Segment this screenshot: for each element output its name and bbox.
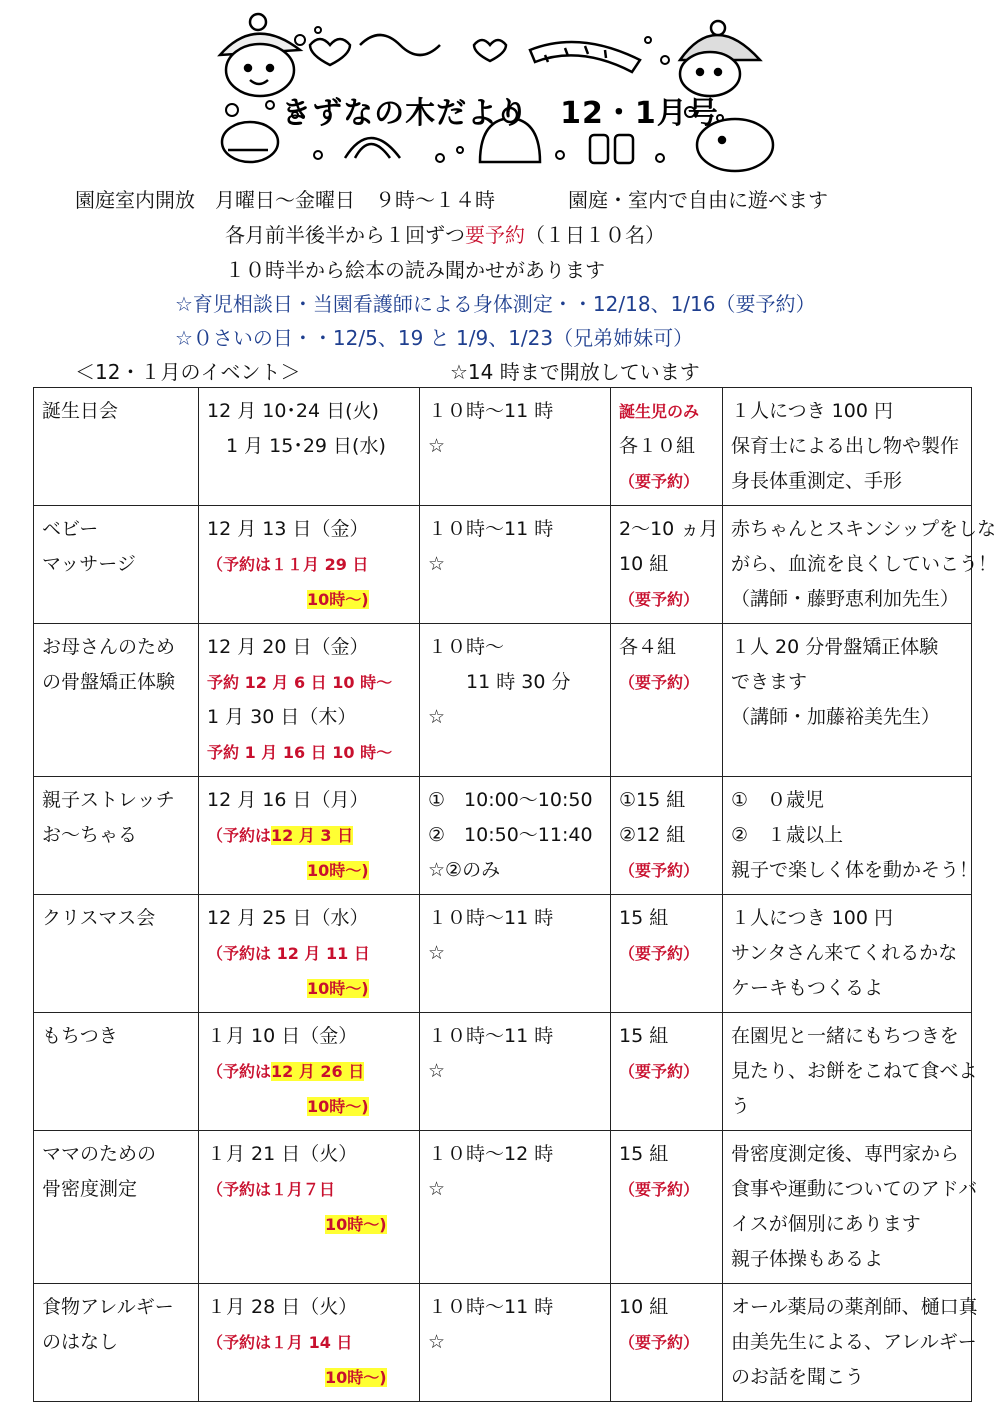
event-note-cell: [723, 1013, 978, 1131]
event-capacity: （要予約）: [619, 673, 700, 692]
event-date-text: （予約は: [207, 826, 272, 845]
event-time: １０時～12 時: [428, 1143, 554, 1165]
event-date-cell: [199, 388, 420, 506]
hearts-icon: [310, 35, 506, 65]
consultation-line: ☆育児相談日・当園看護師による身体測定・・12/18、1/16（要予約）: [175, 292, 816, 316]
event-date: [207, 1054, 411, 1089]
event-date: [207, 512, 411, 547]
event-name-cell: [34, 777, 199, 895]
event-date-cell: [199, 1131, 420, 1284]
event-capacity: ①15 組: [619, 789, 686, 811]
event-note: ① ０歳児: [731, 789, 825, 811]
event-date: [207, 936, 411, 971]
event-note: オール薬局の薬剤師、樋口真: [731, 1296, 978, 1318]
event-note: 保育士による出し物や製作: [731, 435, 960, 457]
event-name-cell: [34, 506, 199, 624]
event-date: [207, 547, 411, 582]
event-capacity-cell: [611, 1131, 723, 1284]
event-time: ② 10:50～11:40: [428, 824, 593, 846]
event-capacity: 誕生児のみ: [619, 402, 700, 421]
event-time: １０時～11 時: [428, 1296, 554, 1318]
event-note: （講師・藤野恵利加先生）: [731, 588, 960, 610]
event-note: １人につき 100 円: [731, 400, 893, 422]
event-name: 誕生日会: [42, 400, 119, 422]
event-capacity: （要予約）: [619, 1180, 700, 1199]
kid-left-icon: [220, 14, 300, 96]
event-time: ☆: [428, 1331, 446, 1353]
event-date: [207, 630, 411, 665]
event-date-text: 12 月 16 日（月）: [207, 789, 369, 811]
event-date: [207, 1207, 411, 1242]
event-date: [207, 971, 411, 1006]
event-name-cell: [34, 624, 199, 777]
event-name-cell: [34, 1131, 199, 1284]
event-capacity-cell: [611, 1013, 723, 1131]
event-date-text: 1 月 30 日（木）: [207, 706, 357, 728]
event-capacity: 10 組: [619, 553, 669, 575]
event-note: サンタさん来てくれるかな: [731, 942, 958, 964]
free-play-note: 園庭・室内で自由に遊べます: [568, 188, 828, 212]
event-note-cell: [723, 506, 998, 624]
event-capacity-cell: [611, 777, 723, 895]
event-date: [207, 429, 411, 464]
event-note-cell: [723, 388, 972, 506]
event-name: 骨密度測定: [42, 1178, 138, 1200]
event-note: がら、血流を良くしていこう！: [731, 553, 998, 575]
open-until-note: ☆14 時まで開放しています: [450, 360, 700, 384]
event-time: １０時～: [428, 636, 505, 658]
event-date-text: 予約 12 月 6 日 10 時～: [207, 673, 393, 692]
event-date-text: 10時～): [307, 979, 369, 998]
event-capacity-cell: [611, 388, 723, 506]
events-table: [33, 387, 998, 1402]
event-name: お～ちゃる: [42, 824, 138, 846]
events-heading: ＜12・１月のイベント＞: [75, 360, 301, 384]
event-capacity: 15 組: [619, 1143, 669, 1165]
table-row: [34, 388, 972, 506]
event-capacity-cell: [611, 506, 723, 624]
event-time-cell: [420, 777, 611, 895]
event-note: できます: [731, 671, 808, 693]
event-time-cell: [420, 1013, 611, 1131]
table-row: [34, 624, 972, 777]
event-date-text: 1 月 15･29 日(水): [207, 435, 386, 457]
table-row: [34, 1131, 972, 1284]
newsletter-title: きずなの木だより 12・1月号: [281, 96, 719, 131]
event-note: う: [731, 1095, 751, 1117]
event-date-text: 12 月 20 日（金）: [207, 636, 369, 658]
event-note-cell: [723, 1131, 978, 1284]
event-date-text: 12 月 13 日（金）: [207, 518, 369, 540]
event-capacity-cell: [611, 895, 723, 1013]
event-date-cell: [199, 777, 420, 895]
event-date-text: １月 10 日（金）: [207, 1025, 358, 1047]
event-time: １０時～11 時: [428, 1025, 554, 1047]
event-date-text: （予約は１月７日: [207, 1180, 336, 1199]
event-name: マッサージ: [42, 553, 136, 575]
event-capacity-cell: [611, 624, 723, 777]
event-date: [207, 853, 411, 888]
event-time: ☆: [428, 706, 446, 728]
event-date-text: 10時～): [325, 1215, 387, 1234]
event-time: ☆②のみ: [428, 859, 501, 881]
table-row: [34, 777, 972, 895]
event-date: [207, 1089, 411, 1124]
event-note-cell: [723, 1284, 978, 1402]
event-note: （講師・加藤裕美先生）: [731, 706, 941, 728]
event-capacity: 各４組: [619, 636, 677, 658]
event-date: [207, 1137, 411, 1172]
event-capacity: （要予約）: [619, 472, 700, 491]
event-time: １０時～11 時: [428, 907, 554, 929]
event-name: もちつき: [42, 1025, 118, 1047]
event-date: [207, 1172, 411, 1207]
event-name: ベビー: [42, 518, 99, 540]
event-date-cell: [199, 506, 420, 624]
event-date: [207, 665, 411, 700]
event-date: [207, 1325, 411, 1360]
events-table-body: [34, 388, 998, 1402]
event-date-text: 10時～): [307, 1097, 369, 1116]
event-capacity: （要予約）: [619, 1333, 700, 1352]
storytime-line: １０時半から絵本の読み聞かせがあります: [225, 258, 605, 282]
event-name: クリスマス会: [42, 907, 156, 929]
event-note: 由美先生による、アレルギー: [731, 1331, 977, 1353]
event-time-cell: [420, 895, 611, 1013]
event-note: 在園児と一緒にもちつきを: [731, 1025, 959, 1047]
event-name-cell: [34, 1284, 199, 1402]
event-note: ② １歳以上: [731, 824, 844, 846]
event-note-cell: [723, 624, 972, 777]
event-capacity: 2～10 ヵ月: [619, 518, 719, 540]
event-note: ケーキもつくるよ: [731, 977, 884, 999]
highlighted-date: 12 月 3 日: [271, 826, 354, 845]
event-note-cell: [723, 895, 972, 1013]
event-time-cell: [420, 506, 611, 624]
reservation-text: 各月前半後半から１回ずつ: [225, 223, 465, 247]
event-note: 親子体操もあるよ: [731, 1248, 884, 1270]
event-date: [207, 783, 411, 818]
event-date-cell: [199, 895, 420, 1013]
event-name: ママのための: [42, 1143, 157, 1165]
event-time: ☆: [428, 1060, 446, 1082]
event-note-cell: [723, 777, 979, 895]
event-time-cell: [420, 624, 611, 777]
event-date-text: １月 28 日（火）: [207, 1296, 358, 1318]
event-note: イスが個別にあります: [731, 1213, 921, 1235]
event-capacity: 15 組: [619, 907, 669, 929]
kid-right-icon: [680, 21, 760, 96]
event-note: 赤ちゃんとスキンシップをしな: [731, 518, 996, 540]
zero-day-line: ☆０さいの日・・12/5、19 と 1/9、1/23（兄弟姉妹可）: [175, 326, 694, 350]
event-name: 親子ストレッチ: [42, 789, 175, 811]
event-capacity: 15 組: [619, 1025, 669, 1047]
event-time: １０時～11 時: [428, 518, 554, 540]
event-time-cell: [420, 1284, 611, 1402]
event-time: １０時～11 時: [428, 400, 554, 422]
event-date-text: （予約は: [207, 1062, 272, 1081]
event-date-text: 12 月 10･24 日(火): [207, 400, 379, 422]
event-note: のお話を聞こう: [731, 1366, 865, 1388]
event-date-text: １月 21 日（火）: [207, 1143, 358, 1165]
newsletter-header: [0, 0, 1000, 180]
event-date-text: （予約は１月 14 日: [207, 1333, 353, 1352]
event-date: [207, 735, 411, 770]
event-time: ☆: [428, 553, 446, 575]
scarf-icon: [530, 42, 640, 72]
event-date: [207, 700, 411, 735]
event-date: [207, 394, 411, 429]
event-date-text: （予約は 12 月 11 日: [207, 944, 370, 963]
event-name: お母さんのため: [42, 636, 176, 658]
event-date: [207, 901, 411, 936]
event-name-cell: [34, 388, 199, 506]
event-name: のはなし: [42, 1331, 119, 1353]
event-time-cell: [420, 1131, 611, 1284]
event-date-cell: [199, 1013, 420, 1131]
event-note: 食事や運動についてのアドバ: [731, 1178, 978, 1200]
event-date-text: 10時～): [325, 1368, 387, 1387]
event-capacity: 10 組: [619, 1296, 669, 1318]
event-capacity: （要予約）: [619, 590, 700, 609]
event-date-cell: [199, 624, 420, 777]
open-hours-text: 園庭室内開放 月曜日～金曜日 ９時～１４時: [75, 188, 495, 212]
event-note: １人 20 分骨盤矯正体験: [731, 636, 939, 658]
event-name: 食物アレルギー: [42, 1296, 174, 1318]
event-time: ☆: [428, 942, 446, 964]
event-note: 骨密度測定後、専門家から: [731, 1143, 960, 1165]
event-time: ☆: [428, 1178, 446, 1200]
open-hours-line: [75, 184, 495, 213]
table-row: [34, 1284, 972, 1402]
reservation-required: 要予約: [465, 223, 525, 247]
event-date-text: 12 月 25 日（水）: [207, 907, 369, 929]
table-row: [34, 506, 972, 624]
event-date-text: 予約 1 月 16 日 10 時～: [207, 743, 393, 762]
table-row: [34, 895, 972, 1013]
event-note: 見たり、お餅をこねて食べよ: [731, 1060, 978, 1082]
event-capacity: （要予約）: [619, 944, 700, 963]
event-name: の骨盤矯正体験: [42, 671, 176, 693]
event-date-text: （予約は１１月 29 日: [207, 555, 369, 574]
reservation-line: [225, 219, 665, 248]
event-time-cell: [420, 388, 611, 506]
event-date-text: 10時～): [307, 590, 369, 609]
table-row: [34, 1013, 972, 1131]
event-name-cell: [34, 895, 199, 1013]
event-date: [207, 1019, 411, 1054]
highlighted-date: 12 月 26 日: [271, 1062, 365, 1081]
event-capacity: 各１０組: [619, 435, 696, 457]
event-time: ① 10:00～10:50: [428, 789, 593, 811]
event-name-cell: [34, 1013, 199, 1131]
event-note: １人につき 100 円: [731, 907, 893, 929]
event-capacity: （要予約）: [619, 1062, 700, 1081]
event-capacity: ②12 組: [619, 824, 686, 846]
event-date: [207, 1290, 411, 1325]
event-capacity-cell: [611, 1284, 723, 1402]
event-date-cell: [199, 1284, 420, 1402]
event-time: ☆: [428, 435, 446, 457]
event-date-text: 10時～): [307, 861, 369, 880]
event-date: [207, 1360, 411, 1395]
event-note: 身長体重測定、手形: [731, 470, 903, 492]
event-date: [207, 582, 411, 617]
event-note: 親子で楽しく体を動かそう！: [731, 859, 979, 881]
event-time: 11 時 30 分: [428, 671, 571, 693]
event-capacity: （要予約）: [619, 861, 700, 880]
event-date: [207, 818, 411, 853]
reservation-limit: （１日１０名）: [525, 223, 665, 247]
